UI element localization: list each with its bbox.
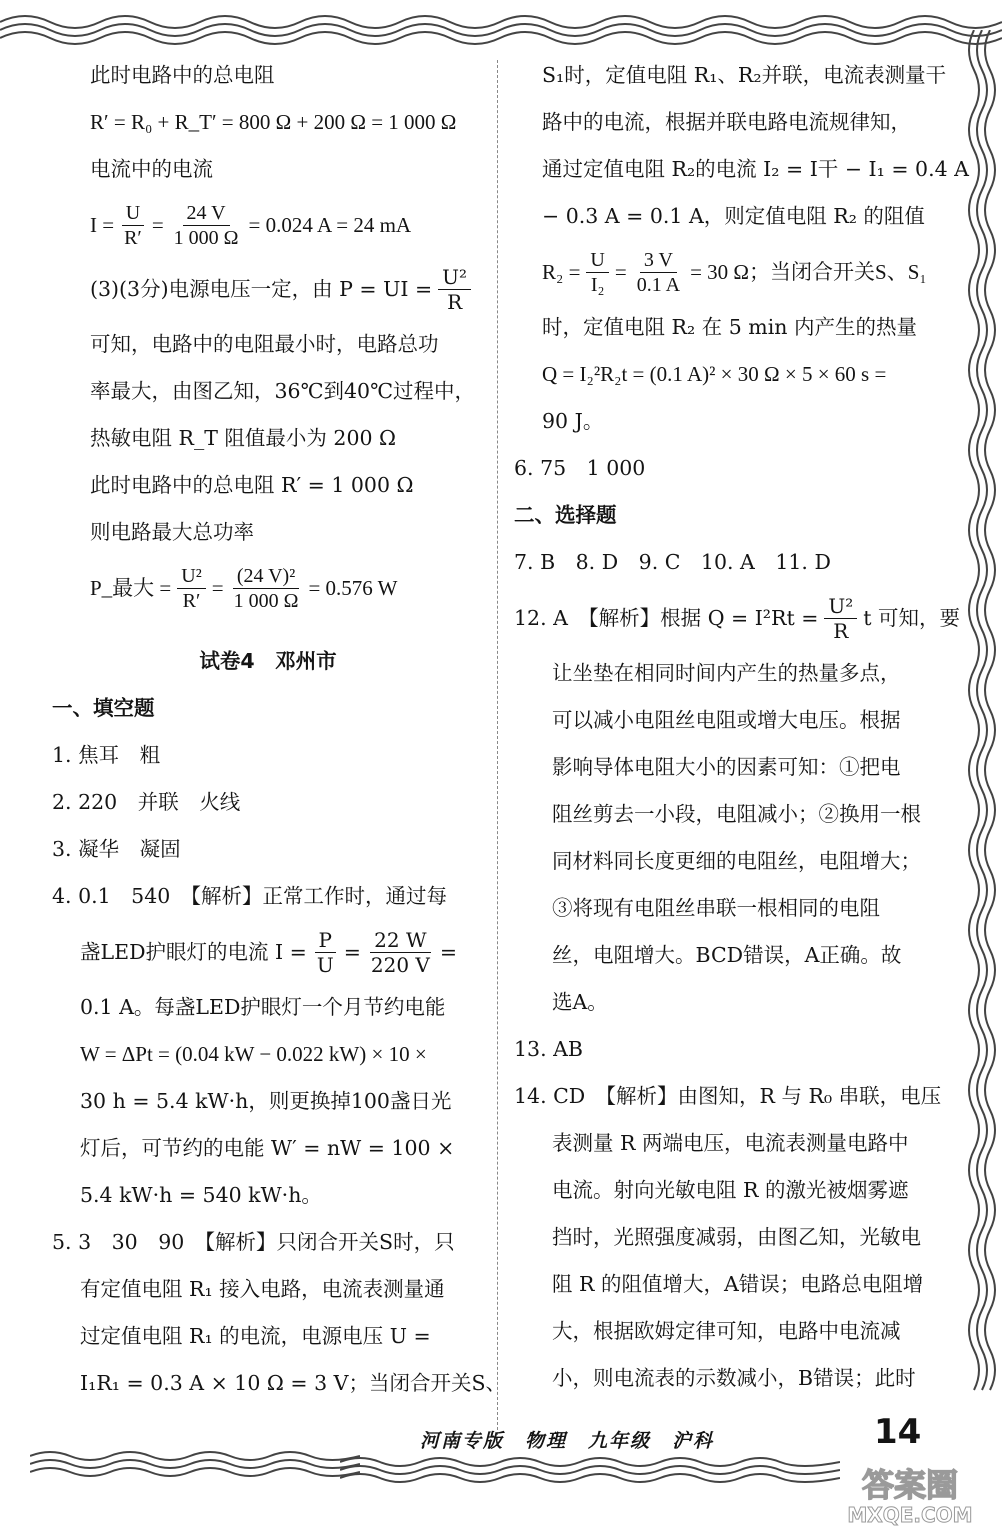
numerator: U² — [438, 265, 471, 290]
text-line: 此时电路中的总电阻 — [90, 63, 275, 87]
answer-line: ③将现有电阻丝串联一根相同的电阻 — [552, 896, 880, 920]
answer-line: S₁时，定值电阻 R₁、R₂并联，电流表测量干 — [542, 63, 947, 87]
answer-line: Q = I₂²R₂t = (0.1 A)² × 30 Ω × 5 × 60 s = — [542, 362, 887, 386]
eq-rhs: = 30 Ω；当闭合开关S、S₁ — [690, 260, 927, 284]
eq-sign: = — [614, 260, 627, 284]
numerator: U — [122, 201, 144, 226]
footer-wave-left — [30, 1448, 360, 1478]
denominator: R′ — [124, 226, 142, 249]
numerator: U² — [824, 594, 857, 619]
page-number: 14 — [874, 1412, 922, 1452]
equation-max-power — [52, 556, 484, 620]
left-column — [52, 52, 507, 1407]
answer-line — [514, 586, 961, 650]
denominator: 1 000 Ω — [173, 226, 239, 249]
text-line — [52, 257, 484, 321]
answer-line: 13. AB — [514, 1037, 583, 1061]
eq-rhs: = 0.576 W — [308, 576, 398, 600]
text-line: 则电路最大总功率 — [90, 520, 254, 544]
eq-sign: = — [211, 576, 224, 600]
answer-line: 过定值电阻 R₁ 的电流，电源电压 U = — [80, 1324, 431, 1348]
numerator: 3 V — [640, 248, 677, 273]
text-line: 率最大，由图乙知，36℃到40℃过程中， — [90, 379, 476, 403]
answer-line: 1. 焦耳 粗 — [52, 743, 161, 767]
answer-line: 0.1 A。每盏LED护眼灯一个月节约电能 — [80, 995, 446, 1019]
answer-line: 大，根据欧姆定律可知，电路中电流减 — [552, 1319, 901, 1343]
line-text: 盏LED护眼灯的电流 I = — [80, 940, 307, 964]
column-divider — [497, 60, 498, 1440]
text-line: 热敏电阻 R_T 阻值最小为 200 Ω — [90, 426, 397, 450]
denominator: I₂ — [590, 273, 605, 296]
eq-sign: = — [343, 940, 361, 964]
fraction — [120, 201, 146, 250]
line-text: 12. A 【解析】根据 Q = I²Rt = — [514, 606, 819, 630]
answer-line: 小，则电流表的示数减小，B错误；此时 — [552, 1366, 916, 1390]
line-text: t 可知，要 — [863, 606, 961, 630]
right-wave-border — [960, 30, 1002, 1420]
section-heading: 二、选择题 — [514, 503, 617, 527]
fraction — [367, 928, 434, 977]
text-line: 电流中的电流 — [90, 157, 213, 181]
answer-line: 灯后，可节约的电能 W′ = nW = 100 × — [80, 1136, 455, 1160]
text-line: 可知，电路中的电阻最小时，电路总功 — [90, 332, 439, 356]
denominator: R — [447, 289, 463, 314]
watermark-logo — [830, 1462, 990, 1528]
answer-line: 5.4 kW·h = 540 kW·h。 — [80, 1183, 322, 1207]
denominator: R′ — [182, 589, 201, 612]
answer-line: 4. 0.1 540 【解析】正常工作时，通过每 — [52, 884, 448, 908]
answer-line: 有定值电阻 R₁ 接入电路，电流表测量通 — [80, 1277, 445, 1301]
eq-lhs: P_最大 = — [90, 576, 172, 600]
fraction — [586, 248, 608, 297]
text-line: 此时电路中的总电阻 R′ = 1 000 Ω — [90, 473, 414, 497]
answer-line: 3. 凝华 凝固 — [52, 837, 181, 861]
text-line: R′ = R₀ + R_T′ = 800 Ω + 200 Ω = 1 000 Ω — [90, 110, 457, 134]
equation-current — [52, 193, 484, 257]
answer-line: 通过定值电阻 R₂的电流 I₂ = I干 − I₁ = 0.4 A — [542, 157, 969, 181]
footer-wave-right — [340, 1454, 840, 1484]
answer-line: 90 J。 — [542, 409, 604, 433]
fraction — [170, 201, 243, 250]
answer-line — [52, 920, 484, 984]
answer-line: 阻 R 的阻值增大，A错误；电路总电阻增 — [552, 1272, 924, 1296]
denominator: 1 000 Ω — [233, 589, 299, 612]
answer-line: 选A。 — [552, 990, 608, 1014]
answer-line: W = ΔPt = (0.04 kW − 0.022 kW) × 10 × — [80, 1042, 427, 1066]
answer-line: 同材料同长度更细的电阻丝，电阻增大； — [552, 849, 921, 873]
section-heading: 一、填空题 — [52, 696, 155, 720]
fraction — [824, 594, 857, 643]
right-column — [514, 52, 969, 1402]
answer-line: 2. 220 并联 火线 — [52, 790, 241, 814]
denominator: 0.1 A — [636, 273, 681, 296]
answer-line: 丝，电阻增大。BCD错误，A正确。故 — [552, 943, 902, 967]
fraction — [313, 928, 338, 977]
answer-line: 挡时，光照强度减弱，由图乙知，光敏电 — [552, 1225, 921, 1249]
eq-lhs: I = — [90, 213, 115, 237]
eq-sign: = — [439, 940, 458, 964]
answer-line: 可以减小电阻丝电阻或增大电压。根据 — [552, 708, 901, 732]
denominator: 220 V — [370, 952, 430, 977]
equation-resistance — [514, 240, 954, 304]
answer-line: 路中的电流，根据并联电路电流规律知， — [542, 110, 911, 134]
fraction — [633, 248, 684, 297]
numerator: P — [315, 928, 336, 953]
footer-label: 河南专版 物理 九年级 沪科 — [420, 1430, 715, 1452]
answer-line: 让坐垫在相同时间内产生的热量多点， — [552, 661, 901, 685]
answer-line: 14. CD 【解析】由图知，R 与 R₀ 串联，电压 — [514, 1084, 942, 1108]
denominator: R — [833, 618, 849, 643]
denominator: U — [316, 952, 334, 977]
numerator: (24 V)² — [233, 564, 299, 589]
fraction — [438, 265, 471, 314]
eq-rhs: = 0.024 A = 24 mA — [248, 213, 412, 237]
answer-line: 时，定值电阻 R₂ 在 5 min 内产生的热量 — [542, 315, 917, 339]
answer-line: 阻丝剪去一小段，电阻减小；②换用一根 — [552, 802, 921, 826]
numerator: 24 V — [183, 201, 230, 226]
top-wave-border — [0, 0, 1002, 50]
answer-line: 30 h = 5.4 kW·h，则更换掉100盏日光 — [80, 1089, 452, 1113]
numerator: U² — [177, 564, 205, 589]
watermark-bottom-text: MXQE.COM — [847, 1503, 973, 1527]
answer-line: 6. 75 1 000 — [514, 456, 646, 480]
answer-line: 电流。射向光敏电阻 R 的激光被烟雾遮 — [552, 1178, 909, 1202]
answer-line: − 0.3 A = 0.1 A，则定值电阻 R₂ 的阻值 — [542, 204, 925, 228]
answer-line: 7. B 8. D 9. C 10. A 11. D — [514, 550, 831, 574]
line-text: (3)(3分)电源电压一定，由 P = UI = — [90, 277, 433, 301]
eq-lhs: R₂ = — [542, 260, 581, 284]
numerator: 22 W — [370, 928, 430, 953]
eq-sign: = — [151, 213, 164, 237]
answer-line: 影响导体电阻大小的因素可知：①把电 — [552, 755, 901, 779]
answer-line: 表测量 R 两端电压，电流表测量电路中 — [552, 1131, 909, 1155]
watermark-top-text: 答案圈 — [861, 1466, 959, 1504]
fraction — [177, 564, 205, 613]
answer-line: I₁R₁ = 0.3 A × 10 Ω = 3 V；当闭合开关S、 — [80, 1371, 507, 1395]
answer-line: 5. 3 30 90 【解析】只闭合开关S时，只 — [52, 1230, 455, 1254]
numerator: U — [586, 248, 608, 273]
section-title: 试卷4 邓州市 — [199, 649, 337, 673]
fraction — [230, 564, 303, 613]
